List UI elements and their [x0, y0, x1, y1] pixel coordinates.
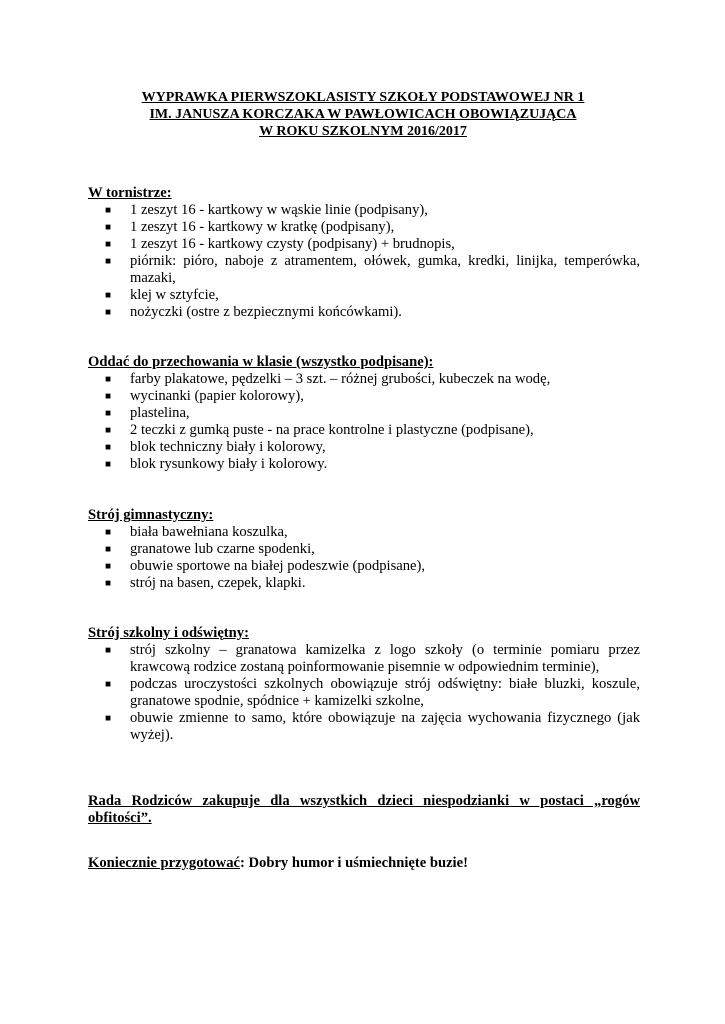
- list-item: ■ biała bawełniana koszulka,: [105, 524, 288, 540]
- square-bullet-icon: ■: [105, 527, 112, 538]
- square-bullet-icon: ■: [105, 459, 112, 470]
- square-bullet-icon: ■: [105, 239, 112, 250]
- square-bullet-icon: ■: [105, 544, 112, 555]
- square-bullet-icon: ■: [105, 222, 112, 233]
- list-gimnastyczny: [88, 524, 640, 592]
- final-label: Koniecznie przygotować: [88, 855, 240, 871]
- square-bullet-icon: ■: [105, 679, 112, 690]
- square-bullet-icon: ■: [105, 713, 112, 724]
- rada-rodzicow-note: [88, 793, 640, 827]
- list-item: ■ strój na basen, czepek, klapki.: [105, 575, 306, 591]
- final-note: [88, 855, 640, 872]
- square-bullet-icon: ■: [105, 307, 112, 318]
- list-item: ■ 1 zeszyt 16 - kartkowy czysty (podpisany) + brudnopis,: [105, 236, 455, 252]
- section-tornister: [88, 185, 640, 321]
- section-heading-tornister: W tornistrze:: [88, 185, 172, 201]
- list-item: ■ 1 zeszyt 16 - kartkowy w wąskie linie (podpisany),: [105, 202, 428, 218]
- list-item: ■ 2 teczki z gumką puste - na prace kontrolne i plastyczne (podpisane),: [105, 422, 534, 438]
- square-bullet-icon: ■: [105, 374, 112, 385]
- title-line-3: W ROKU SZKOLNYM 2016/2017: [259, 124, 467, 139]
- square-bullet-icon: ■: [105, 425, 112, 436]
- square-bullet-icon: ■: [105, 578, 112, 589]
- section-heading-przechowanie: Oddać do przechowania w klasie (wszystko podpisane):: [88, 354, 434, 370]
- list-item: ■ wycinanki (papier kolorowy),: [105, 388, 304, 404]
- list-item: ■ plastelina,: [105, 405, 190, 421]
- final-text: : Dobry humor i uśmiechnięte buzie!: [239, 855, 468, 871]
- list-item: ■ blok techniczny biały i kolorowy,: [105, 439, 326, 455]
- list-przechowanie: [88, 371, 640, 473]
- list-tornister: [88, 202, 640, 321]
- list-item: ■ granatowe lub czarne spodenki,: [105, 541, 315, 557]
- list-item: ■ obuwie sportowe na białej podeszwie (podpisane),: [105, 558, 426, 574]
- square-bullet-icon: ■: [105, 290, 112, 301]
- section-heading-gimnastyczny: Strój gimnastyczny:: [88, 507, 214, 523]
- title-line-2: IM. JANUSZA KORCZAKA W PAWŁOWICACH OBOWIĄZUJĄCA: [149, 107, 577, 122]
- section-heading-szkolny: Strój szkolny i odświętny:: [88, 625, 249, 641]
- square-bullet-icon: ■: [105, 442, 112, 453]
- square-bullet-icon: ■: [105, 561, 112, 572]
- square-bullet-icon: ■: [105, 408, 112, 419]
- list-item: ■ 1 zeszyt 16 - kartkowy w kratkę (podpisany),: [105, 219, 395, 235]
- list-szkolny: [88, 642, 640, 744]
- square-bullet-icon: ■: [105, 205, 112, 216]
- list-item: ■ klej w sztyfcie,: [105, 287, 219, 303]
- document-title: [90, 89, 636, 140]
- square-bullet-icon: ■: [105, 645, 112, 656]
- section-przechowanie: [88, 354, 640, 473]
- list-item: ■ blok rysunkowy biały i kolorowy.: [105, 456, 328, 472]
- list-item: ■ obuwie zmienne to samo, które obowiązuje na zajęcia wychowania fizycznego (jak wyżej).: [105, 710, 640, 743]
- square-bullet-icon: ■: [105, 391, 112, 402]
- list-item: ■ strój szkolny – granatowa kamizelka z logo szkoły (o terminie pomiaru przez krawcową rodzice zostaną poinformowanie pisemnie w odpowiednim terminie),: [105, 642, 640, 675]
- section-szkolny: [88, 625, 640, 744]
- title-line-1: WYPRAWKA PIERWSZOKLASISTY SZKOŁY PODSTAWOWEJ NR 1: [141, 90, 585, 105]
- rada-line-1: Rada Rodziców zakupuje dla wszystkich dzieci niespodzianki w postaci „rogów: [88, 793, 640, 809]
- square-bullet-icon: ■: [105, 256, 112, 267]
- list-item: ■ piórnik: pióro, naboje z atramentem, ołówek, gumka, kredki, linijka, temperówka, mazaki,: [105, 253, 640, 286]
- section-gimnastyczny: [88, 507, 640, 592]
- rada-line-2: obfitości”.: [88, 810, 152, 826]
- list-item: ■ nożyczki (ostre z bezpiecznymi końcówkami).: [105, 304, 402, 320]
- list-item: ■ podczas uroczystości szkolnych obowiązuje strój odświętny: białe bluzki, koszule, granatowe spodnie, spódnice + kamizelki szkolne,: [105, 676, 640, 709]
- list-item: ■ farby plakatowe, pędzelki – 3 szt. – różnej grubości, kubeczek na wodę,: [105, 371, 551, 387]
